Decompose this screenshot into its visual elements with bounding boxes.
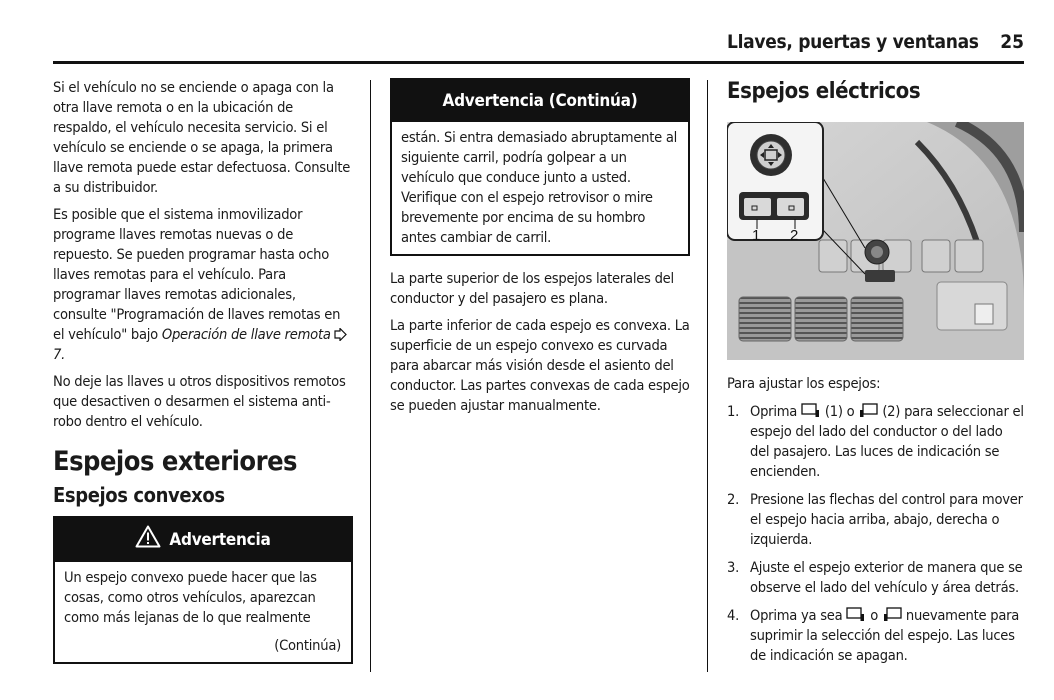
section-heading: Espejos exteriores: [53, 446, 298, 477]
page-reference: 7.: [53, 346, 66, 363]
warning-header: Advertencia (Continúa): [392, 80, 688, 122]
paragraph-text: Es posible que el sistema inmovilizador programe llaves remotas nuevas o de repuesto. Se pueden programar hasta ocho llaves remotas para el vehículo. Para programar llaves remotas adicionales, consulte "Programación de llaves remotas en el vehículo" bajo: [53, 206, 341, 343]
step-text: Oprima ya sea: [750, 607, 843, 624]
step-number: 4.: [727, 607, 740, 624]
figure-callout-2: 2: [790, 227, 799, 244]
passenger-mirror-button-icon: [882, 607, 902, 621]
step-text: o: [870, 607, 879, 624]
step-text: Oprima: [750, 403, 798, 420]
paragraph: [53, 205, 353, 365]
warning-box: [53, 516, 353, 664]
step-text: (2) para seleccionar el espejo del lado del conductor o del lado del pasajero. Las luces de indicación se encienden.: [750, 403, 1024, 480]
warning-body: [55, 562, 351, 662]
column-divider: [707, 80, 708, 672]
list-item: [727, 490, 1024, 550]
subsection-heading: Espejos convexos: [53, 483, 225, 507]
column-left: [53, 78, 353, 664]
warning-box-continued: [390, 78, 690, 256]
list-item: [727, 606, 1024, 666]
paragraph: La parte inferior de cada espejo es convexa. La superficie de un espejo convexo es curvada para abarcar más visión desde el asiento del conductor. Las partes convexas de cada espejo se pueden ajustar manualmente.: [390, 317, 690, 414]
column-divider: [370, 80, 371, 672]
warning-text: Un espejo convexo puede hacer que las cosas, como otros vehículos, aparezcan como más lejanas de lo que realmente: [64, 569, 317, 626]
warning-triangle-icon: [135, 525, 161, 548]
step-number: 3.: [727, 559, 740, 576]
column-middle: [390, 78, 690, 423]
warning-text: están. Si entra demasiado abruptamente al siguiente carril, podría golpear a un vehículo que conduce junto a usted. Verifique con el espejo retrovisor o mire brevemente por encima de su hombro antes cambiar de carril.: [401, 129, 678, 246]
section-heading: Espejos eléctricos: [727, 79, 921, 104]
driver-mirror-button-icon: [846, 607, 866, 621]
list-item: [727, 402, 1024, 482]
paragraph: La parte superior de los espejos laterales del conductor y del pasajero es plana.: [390, 270, 674, 307]
list-item: [727, 558, 1024, 598]
continued-label: (Continúa): [274, 637, 341, 654]
page-number: 25: [1000, 31, 1024, 53]
driver-mirror-button-icon: [801, 403, 821, 417]
step-number: 2.: [727, 491, 740, 508]
step-text: (1) o: [824, 403, 855, 420]
column-right: [727, 78, 1024, 674]
section-title: Llaves, puertas y ventanas: [727, 31, 979, 53]
mirror-controls-figure: [727, 122, 1024, 360]
figure-callout-1: 1: [752, 227, 761, 244]
paragraph: Para ajustar los espejos:: [727, 375, 881, 392]
warning-title: Advertencia: [169, 530, 271, 550]
warning-header: [55, 518, 351, 562]
cross-reference-link[interactable]: Operación de llave remota: [161, 326, 331, 343]
header-rule: [53, 61, 1024, 64]
paragraph: No deje las llaves u otros dispositivos remotos que desactiven o desarmen el sistema anti-robo dentro el vehículo.: [53, 373, 346, 430]
step-text: Presione las flechas del control para mover el espejo hacia arriba, abajo, derecha o izquierda.: [750, 491, 1023, 548]
steps-list: [727, 402, 1024, 666]
step-number: 1.: [727, 403, 740, 420]
step-text: nuevamente para suprimir la selección del espejo. Las luces de indicación se apagan.: [750, 607, 1020, 664]
page-reference-arrow-icon: [334, 328, 347, 341]
step-text: Ajuste el espejo exterior de manera que se observe el lado del vehículo y área detrás.: [750, 559, 1023, 596]
passenger-mirror-button-icon: [858, 403, 878, 417]
paragraph: Si el vehículo no se enciende o apaga con la otra llave remota o en la ubicación de respaldo, el vehículo necesita servicio. Si el vehículo se enciende o se apaga, la primera llave remota puede estar defectuosa. Consulte a su distribuidor.: [53, 79, 351, 196]
